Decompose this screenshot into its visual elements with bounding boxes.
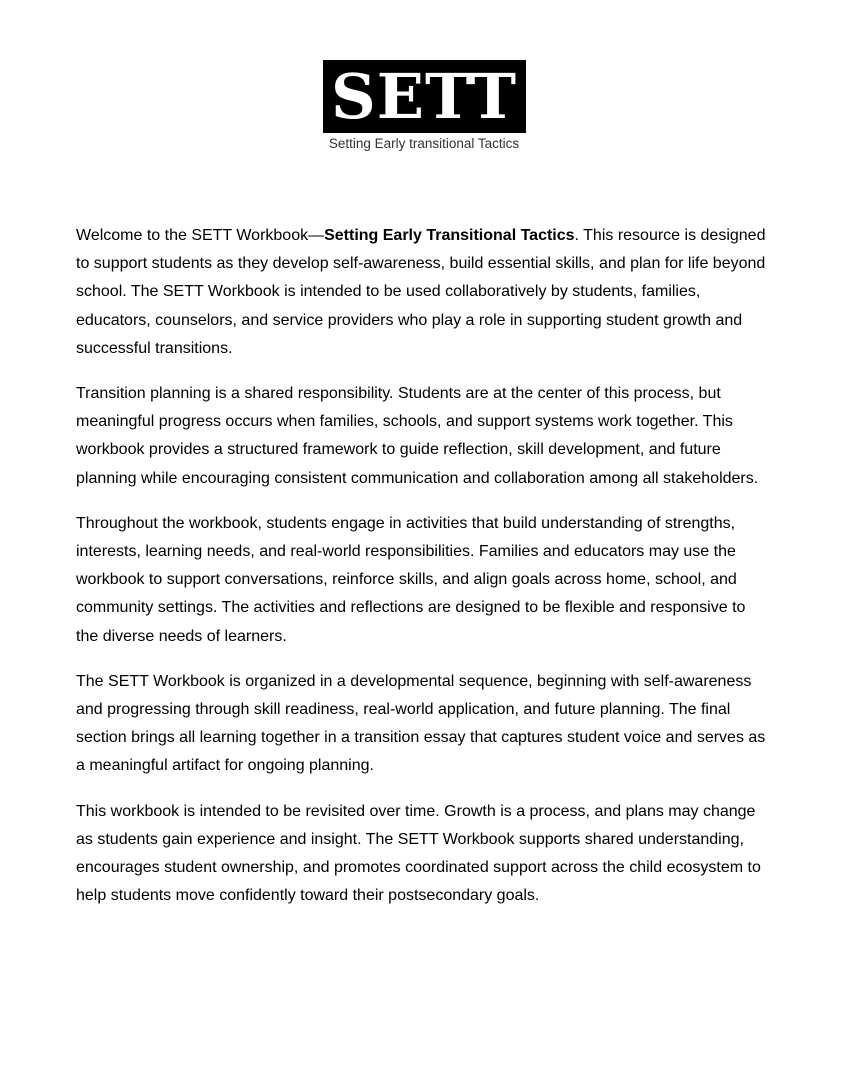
sett-logo [0, 60, 848, 151]
document-body [76, 222, 772, 927]
paragraph-revisit: This workbook is intended to be revisited over time. Growth is a process, and plans may change as students gain experience and insight. The SETT Workbook supports shared understanding, encourages student ownership, and promotes coordinated support across the child ecosystem to help students move confidently toward their postsecondary goals. [76, 802, 761, 905]
paragraph-welcome-rest: . This resource is designed to support students as they develop self-awareness, build essential skills, and plan for life beyond school. The SETT Workbook is intended to be used collaboratively by students, families, educators, counselors, and service providers who play a role in supporting student growth and successful transitions. [76, 227, 766, 357]
paragraph-welcome-intro: Welcome to the SETT Workbook— [76, 227, 325, 244]
paragraph-organization: The SETT Workbook is organized in a developmental sequence, beginning with self-awareness and progressing through skill readiness, real-world application, and future planning. The final section brings all learning together in a transition essay that captures student voice and serves as a meaningful artifact for ongoing planning. [76, 672, 766, 775]
logo-tagline: Setting Early transitional Tactics [328, 136, 520, 151]
logo-wordmark: SETT [323, 60, 526, 133]
paragraph-welcome-bold-title: Setting Early Transitional Tactics [324, 227, 575, 244]
paragraph-welcome [76, 222, 772, 363]
paragraph-shared-responsibility: Transition planning is a shared responsibility. Students are at the center of this process, but meaningful progress occurs when families, schools, and support systems work together. This workbook provides a structured framework to guide reflection, skill development, and future planning while encouraging consistent communication and collaboration among all stakeholders. [76, 385, 759, 487]
paragraph-activities: Throughout the workbook, students engage in activities that build understanding of strengths, interests, learning needs, and real-world responsibilities. Families and educators may use the workbook to support conversations, reinforce skills, and align goals across home, school, and community settings. The activities and reflections are designed to be flexible and responsive to the diverse needs of learners. [76, 514, 746, 645]
